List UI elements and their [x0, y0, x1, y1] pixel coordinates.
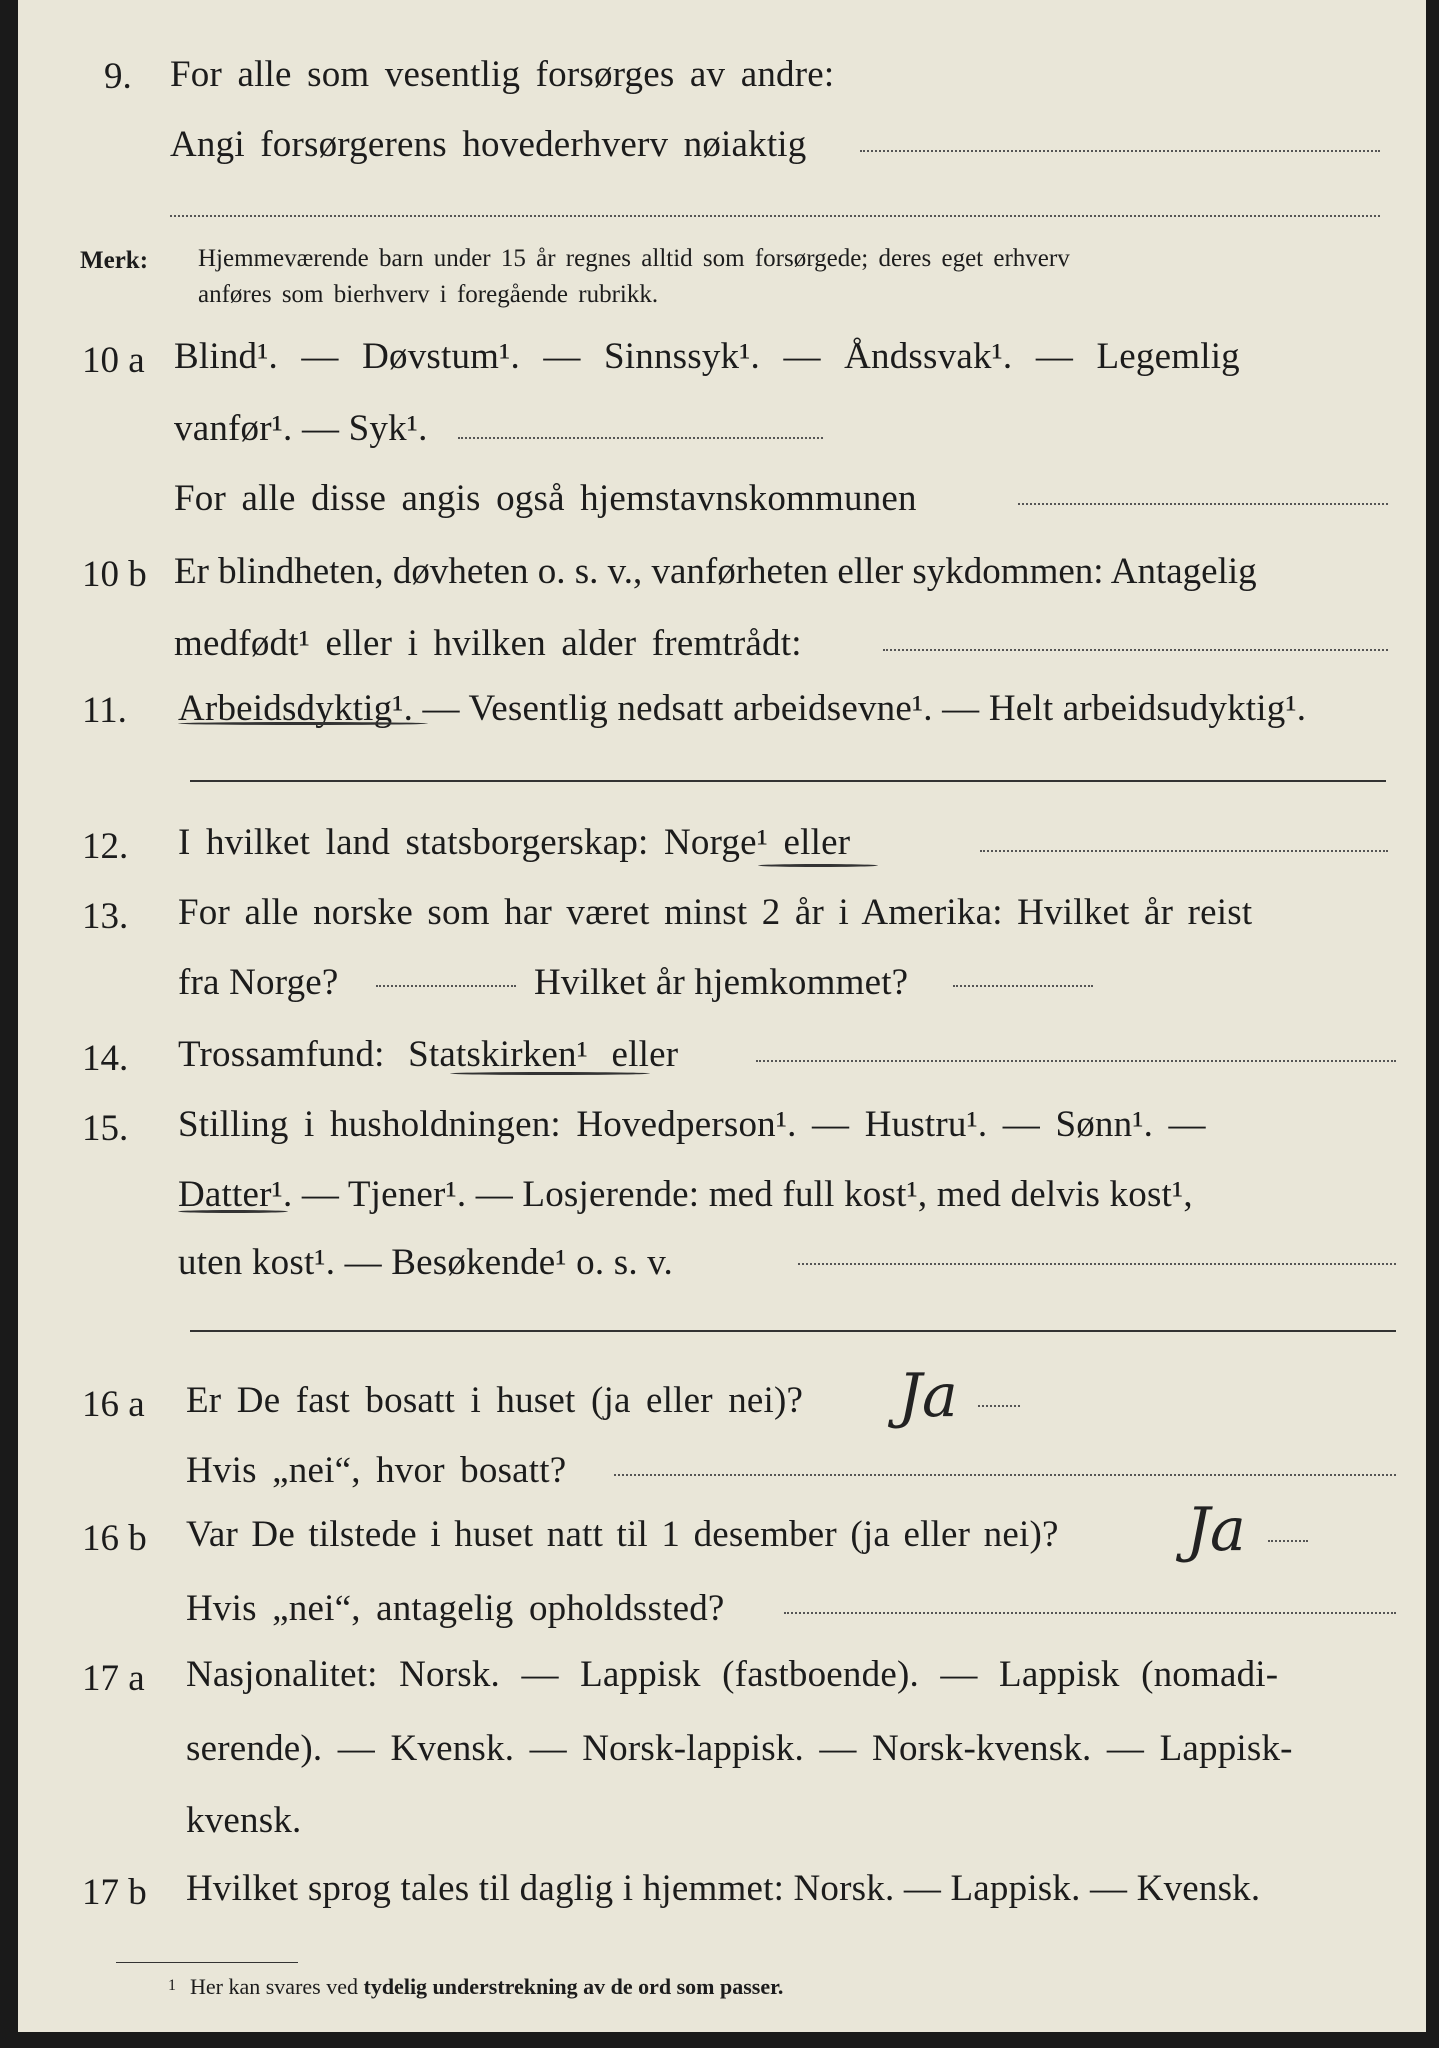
q16b-line1: Var De tilstede i huset natt til 1 desember (ja eller nei)? — [186, 1514, 1059, 1555]
answer-dotted-line — [883, 649, 1388, 651]
question-number: 15. — [82, 1108, 129, 1149]
question-number: 16 b — [82, 1518, 147, 1559]
q10a-line1: Blind¹. — Døvstum¹. — Sinnssyk¹. — Åndssvak¹. — Legemlig — [174, 336, 1240, 377]
q10a-line3: For alle disse angis også hjemstavnskommunen — [174, 478, 917, 519]
q17a-line1: Nasjonalitet: Norsk. — Lappisk (fastboende). — Lappisk (nomadi- — [186, 1654, 1279, 1695]
q12-line1: I hvilket land statsborgerskap: Norge¹ eller — [178, 822, 851, 863]
answer-dotted-line — [1018, 503, 1388, 505]
answer-dotted-line — [860, 150, 1380, 152]
handwritten-underline — [758, 864, 878, 867]
handwritten-underline — [178, 722, 428, 725]
answer-dotted-line — [798, 1263, 1396, 1265]
question-number: 17 b — [82, 1872, 147, 1913]
footnote-text-bold: tydelig understrekning av de ord som passer. — [363, 1974, 784, 1999]
question-number: 14. — [82, 1038, 129, 1079]
answer-dotted-line — [614, 1474, 1396, 1476]
q17b-line1: Hvilket sprog tales til daglig i hjemmet: Norsk. — Lappisk. — Kvensk. — [186, 1868, 1261, 1909]
q16a-line1: Er De fast bosatt i huset (ja eller nei)? — [186, 1380, 804, 1421]
answer-dotted-line — [980, 850, 1388, 852]
q14-line1: Trossamfund: Statskirken¹ eller — [178, 1034, 679, 1075]
q10b-line2: medfødt¹ eller i hvilken alder fremtrådt: — [174, 623, 802, 664]
answer-dotted-line — [784, 1612, 1396, 1614]
q17a-line2: serende). — Kvensk. — Norsk-lappisk. — Norsk-kvensk. — Lappisk- — [186, 1728, 1293, 1769]
question-number: 9. — [104, 56, 132, 97]
census-form-page — [18, 0, 1426, 2032]
q17a-line3: kvensk. — [186, 1800, 302, 1841]
footnote-text-plain: Her kan svares ved — [190, 1974, 358, 1999]
q10b-line1: Er blindheten, døvheten o. s. v., vanførheten eller sykdommen: Antagelig — [174, 551, 1257, 592]
q16b-line2: Hvis „nei“, antagelig opholdssted? — [186, 1588, 725, 1629]
question-number: 10 b — [82, 554, 147, 595]
answer-dotted-line — [376, 985, 516, 987]
answer-dotted-line — [1268, 1540, 1308, 1542]
answer-dotted-line — [756, 1060, 1396, 1062]
note-label: Merk: — [80, 247, 149, 274]
q9-line2: Angi forsørgerens hovederhverv nøiaktig — [170, 124, 807, 165]
q9-line1: For alle som vesentlig forsørges av andre: — [170, 54, 835, 95]
separator-line — [190, 1330, 1396, 1332]
q15-line3: uten kost¹. — Besøkende¹ o. s. v. — [178, 1242, 674, 1283]
handwritten-underline — [178, 1210, 288, 1213]
question-number: 16 a — [82, 1384, 145, 1425]
question-number: 10 a — [82, 340, 145, 381]
handwritten-answer: Ja — [1186, 1495, 1246, 1565]
q13-line1: For alle norske som har været minst 2 år i Amerika: Hvilket år reist — [178, 892, 1253, 933]
answer-dotted-line — [978, 1405, 1020, 1407]
q11-line1: Arbeidsdyktig¹. — Vesentlig nedsatt arbeidsevne¹. — Helt arbeidsudyktig¹. — [178, 688, 1307, 729]
handwritten-answer: Ja — [898, 1361, 958, 1431]
q13-line2: fra Norge? — [178, 962, 339, 1003]
q15-line1: Stilling i husholdningen: Hovedperson¹. — Hustru¹. — Sønn¹. — — [178, 1104, 1206, 1145]
note-line1: Hjemmeværende barn under 15 år regnes alltid som forsørgede; deres eget erhverv — [198, 245, 1070, 272]
separator-line — [190, 780, 1386, 782]
question-number: 17 a — [82, 1658, 145, 1699]
question-number: 13. — [82, 896, 129, 937]
footnote-mark: 1 — [168, 1977, 176, 1994]
q10a-line2: vanfør¹. — Syk¹. — [174, 408, 428, 449]
handwritten-underline — [450, 1072, 650, 1075]
note-line2: anføres som bierhverv i foregående rubrikk. — [198, 281, 659, 308]
question-number: 11. — [82, 690, 127, 731]
answer-dotted-line — [458, 437, 823, 439]
question-number: 12. — [82, 826, 129, 867]
q16a-line2: Hvis „nei“, hvor bosatt? — [186, 1450, 567, 1491]
q13-line2b: Hvilket år hjemkommet? — [534, 962, 909, 1003]
q15-line2: Datter¹. — Tjener¹. — Losjerende: med full kost¹, med delvis kost¹, — [178, 1174, 1193, 1215]
footnote-rule — [116, 1962, 298, 1963]
footnote-text — [190, 1976, 783, 1998]
answer-dotted-line — [170, 215, 1380, 217]
answer-dotted-line — [953, 985, 1093, 987]
